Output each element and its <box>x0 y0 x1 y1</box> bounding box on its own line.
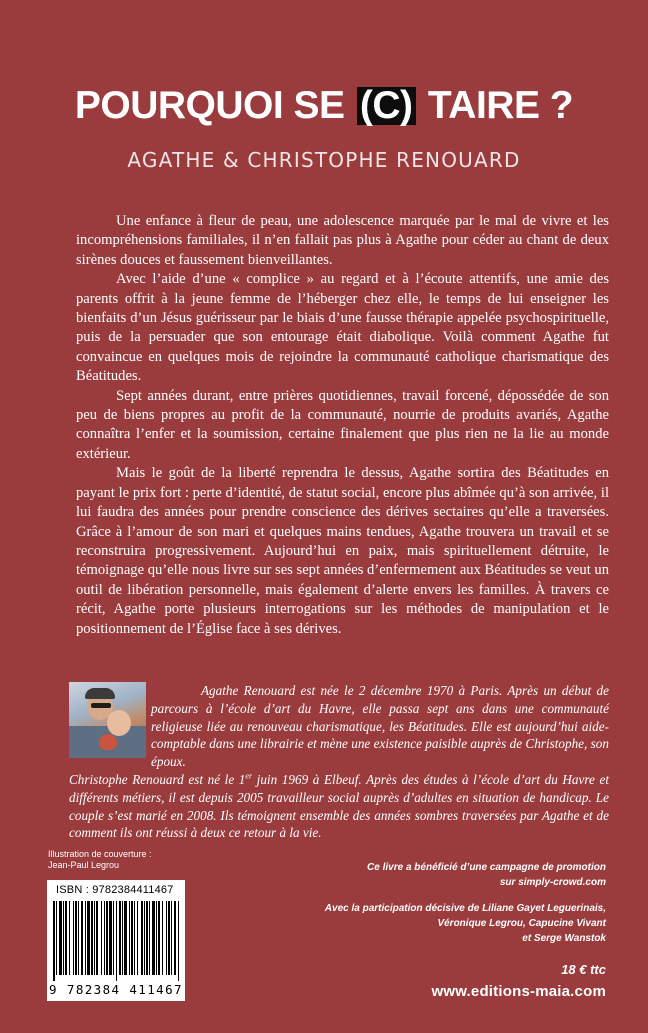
book-title <box>0 84 648 128</box>
price: 18 € ttc <box>561 962 606 977</box>
barcode-bar <box>134 901 135 975</box>
promo-line: Véronique Legrou, Capucine Vivant <box>437 918 606 929</box>
publisher-website[interactable]: www.editions-maia.com <box>431 983 606 1000</box>
barcode-bar <box>141 901 143 975</box>
title-boxed-c: (C) <box>357 87 416 125</box>
back-cover-blurb <box>76 212 609 639</box>
illustrator-name: Jean-Paul Legrou <box>48 860 120 870</box>
isbn-label: ISBN : 9782384411467 <box>56 884 174 896</box>
promo-line: Avec la participation décisive de Liliane Gayet Leguerinais, <box>324 903 606 914</box>
barcode-bar <box>144 901 145 975</box>
barcode-bar <box>119 901 121 975</box>
bio-christophe-end: juin 1969 à Elbeuf. Après des études à l’école d’art du Havre et différents métiers, il est depuis 2005 travailleur social auprès d’adultes en situation de handicap. Le couple s’est marié en 2008. Ils témoignent ensemble des années sombres traversées par Agathe et de comment ils ont réussi à deux ce retour à la vie. <box>69 771 609 841</box>
barcode-bar <box>78 901 79 975</box>
barcode-bar <box>85 901 86 975</box>
barcode-bar <box>96 901 98 975</box>
barcode-bar <box>171 901 172 975</box>
barcode-bar <box>174 901 176 975</box>
barcode-bar <box>104 901 105 975</box>
barcode-bar <box>146 901 148 975</box>
barcode-digits: 9 782384 411467 <box>49 982 183 997</box>
barcode-bar <box>131 901 133 975</box>
blurb-paragraph: Avec l’aide d’une « complice » au regard et à l’écoute attentifs, une amie des parents offrit à la jeune femme de l’héberger chez elle, le temps de lui enseigner les bienfaits d’un Jésus guérisseur par le biais d’une fausse thérapie appelée psychospirituelle, puis de la persuader que son entourage était diabolique. Voilà comment Agathe fut convaincue en quelques mois de rejoindre la communauté catholique charismatique des Béatitudes. <box>76 271 609 385</box>
promo-line: et Serge Wanstok <box>522 933 606 944</box>
title-part-2: TAIRE ? <box>417 84 574 127</box>
barcode-bar <box>59 901 62 975</box>
barcode-bar <box>63 901 64 975</box>
barcode-bar <box>109 901 112 975</box>
bio-christophe-start: Christophe Renouard est né le 1 <box>69 771 246 787</box>
title-part-1: POURQUOI SE <box>74 84 355 127</box>
blurb-paragraph: Sept années durant, entre prières quotidiennes, travail forcené, dépossédée de son peu de biens propres au profit de la communauté, nourrie de produits avariés, Agathe connaîtra l’enfer et la soumission, certaine finalement que plus rien ne la lie au monde extérieur. <box>76 387 609 462</box>
barcode-bar <box>69 901 70 975</box>
authors-line: AGATHE & CHRISTOPHE RENOUARD <box>127 148 521 172</box>
illustration-credit <box>48 849 152 871</box>
illustration-label: Illustration de couverture : <box>48 849 152 859</box>
barcode-bar <box>65 901 67 975</box>
promo-line: Ce livre a bénéficié d’une campagne de promotion <box>367 862 606 873</box>
authors-biography <box>69 682 609 842</box>
barcode-bar <box>75 901 77 975</box>
barcode-bar <box>122 901 123 975</box>
photo-spacer <box>69 682 151 758</box>
barcode-bar <box>87 901 90 975</box>
blurb-paragraph: Mais le goût de la liberté reprendra le dessus, Agathe sortira des Béatitudes en payant le prix fort : perte d’identité, de statut social, encore plus abîmée qu’à son arrivée, il lui faudra des années pour prendre conscience des dérives sectaires qu’elle a traversées. Grâce à l’amour de son mari et quelques mains tendues, Agathe trouvera un travail et se reconstruira progressivement. Aujourd’hui en paix, mais spirituellement détruite, le témoignage qu’elle nous livre sur ses sept années d’enfermement aux Béatitudes se veut un outil de libération personnelle, mais également d’alerte envers les familles. À travers ce récit, Agathe porte plusieurs interrogations sur les méthodes de manipulation et le positionnement de l’Église face à ses dérives. <box>76 465 609 637</box>
barcode-bar <box>53 901 55 981</box>
bio-agathe: Agathe Renouard est née le 2 décembre 1970 à Paris. Après un début de parcours à l’école d’art du Havre, elle passa sept ans dans une communauté religieuse liée au renouveau charismatique, les Béatitudes. Elle est aujourd’hui aide-comptable dans une librairie et mène une existence paisible auprès de Christophe, son époux. <box>151 683 609 770</box>
barcode-bar <box>56 901 57 975</box>
barcode-bar <box>166 901 167 975</box>
barcode-bar <box>106 901 108 975</box>
barcode-bar <box>137 901 138 975</box>
promo-gap <box>286 890 606 901</box>
barcode-bar <box>156 901 157 975</box>
barcode-bar <box>81 901 83 975</box>
barcode-bar <box>91 901 93 975</box>
barcode-bar <box>116 901 117 981</box>
isbn-barcode <box>47 880 185 1001</box>
bio-christophe-sup: er <box>245 771 253 781</box>
barcode-bar <box>158 901 160 975</box>
blurb-paragraph: Une enfance à fleur de peau, une adolescence marquée par le mal de vivre et les incompréhensions familiales, il n’en fallait pas plus à Agathe pour céder au chant de deux sirènes douces et faussement bienveillantes. <box>76 213 609 268</box>
barcode-bar <box>129 901 130 975</box>
barcode-bar <box>149 901 150 975</box>
barcode-bar <box>124 901 127 975</box>
barcode-bar <box>101 901 102 975</box>
barcode-bars <box>53 901 179 981</box>
promotion-credits <box>286 860 606 946</box>
barcode-bar <box>162 901 163 975</box>
promo-line: sur simply-crowd.com <box>499 877 606 888</box>
barcode-bar <box>73 901 74 975</box>
bio-christophe <box>69 771 609 842</box>
barcode-bar <box>152 901 155 975</box>
barcode-bar <box>94 901 95 975</box>
barcode-bar <box>168 901 170 975</box>
barcode-bar <box>178 901 179 981</box>
barcode-bar <box>113 901 114 975</box>
